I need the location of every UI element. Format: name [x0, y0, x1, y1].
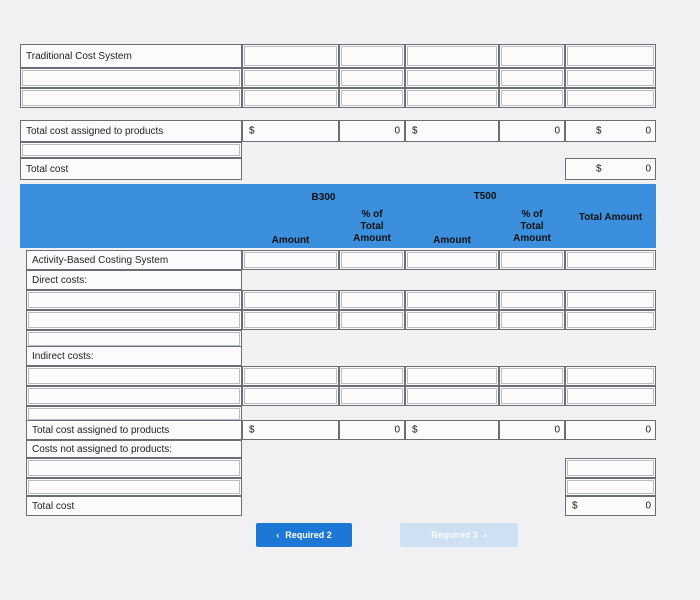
- abc-label-input[interactable]: [26, 458, 242, 478]
- abc-direct-input-row: [20, 310, 656, 330]
- currency-sign: $: [572, 500, 578, 512]
- traditional-total-cost-label: Total cost: [20, 158, 242, 180]
- abc-title-row: [20, 250, 656, 270]
- trad-input[interactable]: [565, 44, 656, 68]
- abc-input[interactable]: [499, 386, 565, 406]
- abc-total-cost-label: Total cost: [26, 496, 242, 516]
- abc-total-assigned-row: [20, 420, 656, 440]
- abc-label-input[interactable]: [26, 290, 242, 310]
- trad-input[interactable]: [339, 68, 405, 88]
- t500-title: T500: [473, 191, 497, 202]
- trad-label-input[interactable]: [20, 88, 242, 108]
- traditional-total-assigned-row: [20, 120, 656, 142]
- trad-input[interactable]: [565, 88, 656, 108]
- direct-costs-label: Direct costs:: [26, 270, 242, 290]
- b300-pct-header: [339, 209, 405, 245]
- trad-input[interactable]: [339, 44, 405, 68]
- abc-input[interactable]: [242, 386, 339, 406]
- abc-input[interactable]: [339, 366, 405, 386]
- chevron-right-icon: ›: [483, 530, 487, 540]
- abc-b300-value-cell: [339, 420, 405, 440]
- abc-b300-value: 0: [394, 424, 400, 436]
- trad-input[interactable]: [242, 44, 339, 68]
- abc-input[interactable]: [339, 290, 405, 310]
- b300-amount-value-cell: [339, 120, 405, 142]
- trad-input[interactable]: [499, 44, 565, 68]
- abc-input[interactable]: [405, 310, 499, 330]
- trad-input[interactable]: [405, 68, 499, 88]
- abc-input[interactable]: [565, 386, 656, 406]
- abc-indirect-row: [20, 346, 656, 366]
- currency-sign: $: [596, 163, 602, 175]
- abc-not-assigned-input-row: [20, 458, 656, 478]
- next-label: Required 3: [431, 530, 478, 540]
- abc-input[interactable]: [499, 290, 565, 310]
- cost-comparison-table: [20, 44, 656, 600]
- total-cost-cell: [565, 158, 656, 180]
- abc-not-assigned-row: [20, 440, 656, 458]
- traditional-blank-row: [20, 142, 656, 158]
- pct-line: Amount: [353, 233, 391, 244]
- abc-input[interactable]: [242, 366, 339, 386]
- b300-amount-cell: [242, 120, 339, 142]
- abc-total-cost-cell: [565, 496, 656, 516]
- abc-total-cost-value: 0: [645, 500, 651, 512]
- total-amount-header-label: Total Amount: [578, 212, 643, 223]
- header-blank: [20, 184, 242, 248]
- traditional-total-cost-row: [20, 158, 656, 180]
- abc-input[interactable]: [339, 250, 405, 270]
- pct-line: Amount: [513, 233, 551, 244]
- abc-input[interactable]: [499, 366, 565, 386]
- t500-amount-value-cell: [499, 120, 565, 142]
- trad-input[interactable]: [499, 68, 565, 88]
- t500-amount-header: Amount: [433, 235, 471, 246]
- prev-label: Required 2: [285, 530, 332, 540]
- abc-input[interactable]: [242, 310, 339, 330]
- abc-input[interactable]: [405, 366, 499, 386]
- chevron-left-icon: ‹: [276, 530, 280, 540]
- trad-label-input[interactable]: [20, 68, 242, 88]
- abc-direct-input-row: [20, 290, 656, 310]
- trad-input[interactable]: [565, 68, 656, 88]
- abc-t500-value: 0: [554, 424, 560, 436]
- required-2-button[interactable]: [256, 523, 352, 547]
- trad-label-input[interactable]: [20, 142, 242, 158]
- abc-input[interactable]: [565, 290, 656, 310]
- total-cost-value: 0: [645, 163, 651, 175]
- t500-amount-value: 0: [554, 125, 560, 137]
- abc-input[interactable]: [405, 250, 499, 270]
- abc-label-input[interactable]: [26, 366, 242, 386]
- t500-pct-header: [499, 209, 565, 245]
- abc-input[interactable]: [405, 386, 499, 406]
- costs-not-assigned-label: Costs not assigned to products:: [26, 440, 242, 458]
- abc-input[interactable]: [499, 250, 565, 270]
- abc-total-assigned-label: Total cost assigned to products: [26, 420, 242, 440]
- abc-input[interactable]: [565, 458, 656, 478]
- total-assigned-value: 0: [645, 125, 651, 137]
- pct-line: Total: [360, 221, 384, 232]
- abc-input[interactable]: [565, 366, 656, 386]
- traditional-title: Traditional Cost System: [20, 44, 242, 68]
- abc-input[interactable]: [339, 310, 405, 330]
- abc-label-input[interactable]: [26, 310, 242, 330]
- currency-sign: $: [596, 125, 602, 137]
- indirect-costs-label: Indirect costs:: [26, 346, 242, 366]
- abc-input[interactable]: [405, 290, 499, 310]
- pct-line: % of: [521, 209, 543, 220]
- abc-title: Activity-Based Costing System: [26, 250, 242, 270]
- abc-input[interactable]: [565, 310, 656, 330]
- trad-input[interactable]: [499, 88, 565, 108]
- abc-label-input[interactable]: [26, 478, 242, 496]
- b300-title: B300: [311, 192, 336, 203]
- abc-direct-row: [20, 270, 656, 290]
- abc-indirect-input-row: [20, 386, 656, 406]
- trad-input[interactable]: [242, 68, 339, 88]
- traditional-title-row: [20, 44, 656, 68]
- abc-t500-value-cell: [499, 420, 565, 440]
- abc-input[interactable]: [499, 310, 565, 330]
- abc-total-assigned-cell: [565, 420, 656, 440]
- abc-b300-amount-cell: [242, 420, 339, 440]
- b300-amount-header: Amount: [271, 235, 310, 246]
- abc-input[interactable]: [242, 290, 339, 310]
- required-3-button[interactable]: [400, 523, 518, 547]
- trad-input[interactable]: [339, 88, 405, 108]
- traditional-input-row: [20, 88, 656, 108]
- abc-input[interactable]: [242, 250, 339, 270]
- t500-amount-cell: [405, 120, 499, 142]
- abc-input[interactable]: [565, 478, 656, 496]
- abc-t500-amount-cell: [405, 420, 499, 440]
- b300-amount-value: 0: [394, 125, 400, 137]
- abc-spacer-row: [20, 478, 656, 496]
- abc-input[interactable]: [339, 386, 405, 406]
- trad-input[interactable]: [242, 88, 339, 108]
- abc-label-input[interactable]: [26, 386, 242, 406]
- currency-sign: $: [412, 125, 418, 137]
- abc-indirect-input-row: [20, 366, 656, 386]
- abc-total-cost-row: [20, 496, 656, 516]
- currency-sign: $: [412, 424, 418, 436]
- currency-sign: $: [249, 125, 255, 137]
- traditional-input-row: [20, 68, 656, 88]
- currency-sign: $: [249, 424, 255, 436]
- trad-input[interactable]: [405, 44, 499, 68]
- abc-input[interactable]: [565, 250, 656, 270]
- trad-input[interactable]: [405, 88, 499, 108]
- abc-total-assigned-value: 0: [645, 424, 651, 436]
- traditional-total-assigned-label: Total cost assigned to products: [20, 120, 242, 142]
- total-amount-cell: [565, 120, 656, 142]
- pct-line: Total: [520, 221, 544, 232]
- pct-line: % of: [361, 209, 383, 220]
